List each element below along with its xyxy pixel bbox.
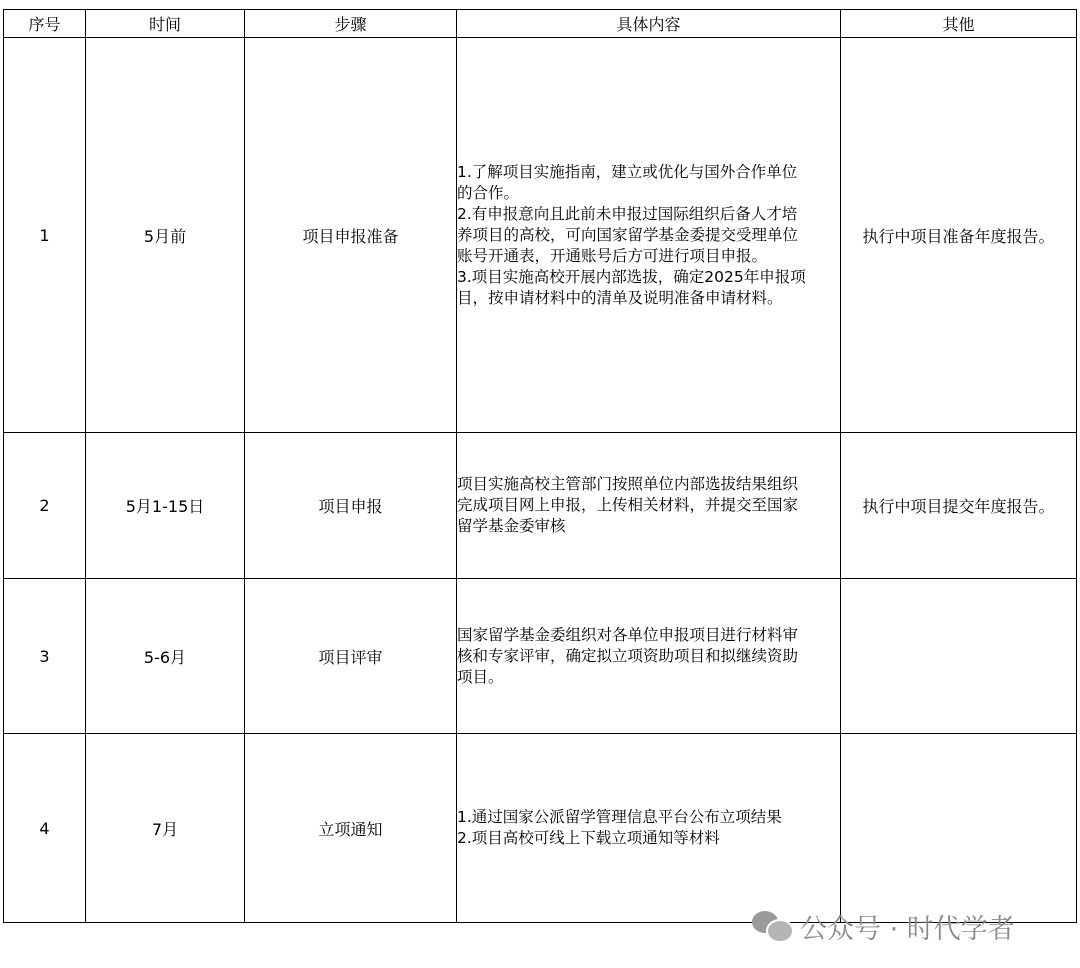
cell-detail (457, 38, 841, 433)
detail-line: 1.通过国家公派留学管理信息平台公布立项结果 (457, 808, 782, 826)
cell-time: 5月前 (86, 38, 245, 433)
cell-other (841, 734, 1077, 923)
table-row (4, 579, 1077, 734)
cell-time: 5-6月 (86, 579, 245, 734)
cell-time: 5月1-15日 (86, 433, 245, 579)
detail-line: 项目。 (457, 667, 504, 686)
header-time: 时间 (86, 10, 245, 38)
cell-no: 2 (4, 433, 86, 579)
detail-line: 3.项目实施高校开展内部选拔，确定2025年申报项 (457, 267, 806, 286)
detail-line: 留学基金委审核 (457, 517, 566, 535)
schedule-table (3, 9, 1077, 923)
detail-line: 的合作。 (457, 183, 520, 202)
cell-no: 4 (4, 734, 86, 923)
cell-other: 执行中项目提交年度报告。 (841, 433, 1077, 579)
cell-step: 项目评审 (245, 579, 457, 734)
detail-line: 完成项目网上申报，上传相关材料，并提交至国家 (457, 496, 799, 514)
table-row (4, 734, 1077, 923)
cell-other: 执行中项目准备年度报告。 (841, 38, 1077, 433)
header-detail: 具体内容 (457, 10, 841, 38)
cell-step: 项目申报准备 (245, 38, 457, 433)
detail-line: 目，按申请材料中的清单及说明准备申请材料。 (457, 288, 783, 307)
header-step: 步骤 (245, 10, 457, 38)
detail-line: 养项目的高校，可向国家留学基金委提交受理单位 (457, 225, 799, 244)
detail-line: 核和专家评审，确定拟立项资助项目和拟继续资助 (457, 646, 799, 665)
table-row (4, 38, 1077, 433)
header-other: 其他 (841, 10, 1077, 38)
cell-other (841, 579, 1077, 734)
header-no: 序号 (4, 10, 86, 38)
watermark-text: 公众号 · 时代学者 (800, 913, 1015, 945)
wechat-icon (752, 909, 794, 943)
detail-line: 2.项目高校可线上下载立项通知等材料 (457, 829, 720, 847)
cell-no: 1 (4, 38, 86, 433)
cell-step: 立项通知 (245, 734, 457, 923)
table-row (4, 433, 1077, 579)
detail-line: 项目实施高校主管部门按照单位内部选拔结果组织 (457, 475, 799, 493)
cell-step: 项目申报 (245, 433, 457, 579)
detail-line: 2.有申报意向且此前未申报过国际组织后备人才培 (457, 204, 798, 223)
cell-no: 3 (4, 579, 86, 734)
cell-time: 7月 (86, 734, 245, 923)
detail-line: 1.了解项目实施指南，建立或优化与国外合作单位 (457, 162, 798, 181)
header-row (4, 10, 1077, 38)
watermark (752, 906, 1015, 946)
detail-line: 国家留学基金委组织对各单位申报项目进行材料审 (457, 625, 799, 644)
cell-detail (457, 734, 841, 923)
detail-line: 账号开通表，开通账号后方可进行项目申报。 (457, 246, 768, 265)
cell-detail (457, 579, 841, 734)
cell-detail (457, 433, 841, 579)
